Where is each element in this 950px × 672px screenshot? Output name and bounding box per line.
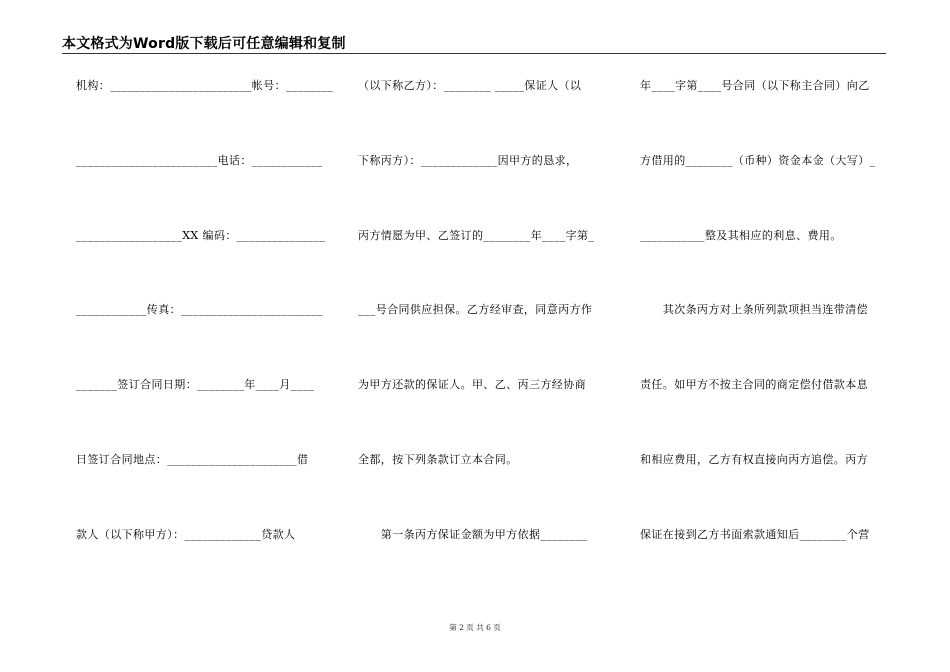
text-line: __________________XX 编码：_______________	[76, 229, 326, 242]
text-column-2	[358, 0, 608, 672]
text-line: ____________传真：________________________	[76, 303, 323, 316]
text-line: 丙方情愿为甲、乙签订的________年____字第_	[358, 229, 595, 242]
text-line: 保证在接到乙方书面索款通知后________个营	[640, 528, 870, 541]
text-line: ________________________电话：____________	[76, 154, 323, 167]
text-line: ___号合同供应担保。乙方经审查，同意丙方作	[358, 303, 593, 316]
text-line: 和相应费用，乙方有权直接向丙方追偿。丙方	[640, 453, 868, 466]
text-line: 方借用的________（币种）资金本金（大写）_	[640, 154, 876, 167]
page-number: 第 2 页 共 6 页	[449, 623, 501, 632]
text-column-1	[76, 0, 334, 672]
text-line: ___________整及其相应的利息、费用。	[640, 229, 842, 242]
text-line: 为甲方还款的保证人。甲、乙、丙三方经协商	[358, 378, 586, 391]
text-line: 下称丙方）：_____________因甲方的恳求，	[358, 154, 578, 167]
text-line: 其次条丙方对上条所列款项担当连带清偿	[640, 303, 868, 316]
text-line: （以下称乙方）：________ _____保证人（以	[358, 79, 582, 92]
text-line: 款人（以下称甲方）：_____________贷款人	[76, 528, 296, 541]
text-line: 日签订合同地点：______________________借	[76, 453, 309, 466]
text-line: 年____字第____号合同（以下称主合同）向乙	[640, 79, 870, 92]
text-column-3	[640, 0, 890, 672]
text-line: 机构：________________________帐号：________	[76, 79, 334, 92]
text-line: 全都，按下列条款订立本合同。	[358, 453, 518, 466]
page-header-title: 本文格式为Word版下载后可任意编辑和复制	[62, 36, 346, 52]
text-line: 第一条丙方保证金额为甲方依据________	[358, 528, 588, 541]
text-line: _______签订合同日期：________年____月____	[76, 378, 315, 391]
text-line: 责任。如甲方不按主合同的商定偿付借款本息	[640, 378, 868, 391]
